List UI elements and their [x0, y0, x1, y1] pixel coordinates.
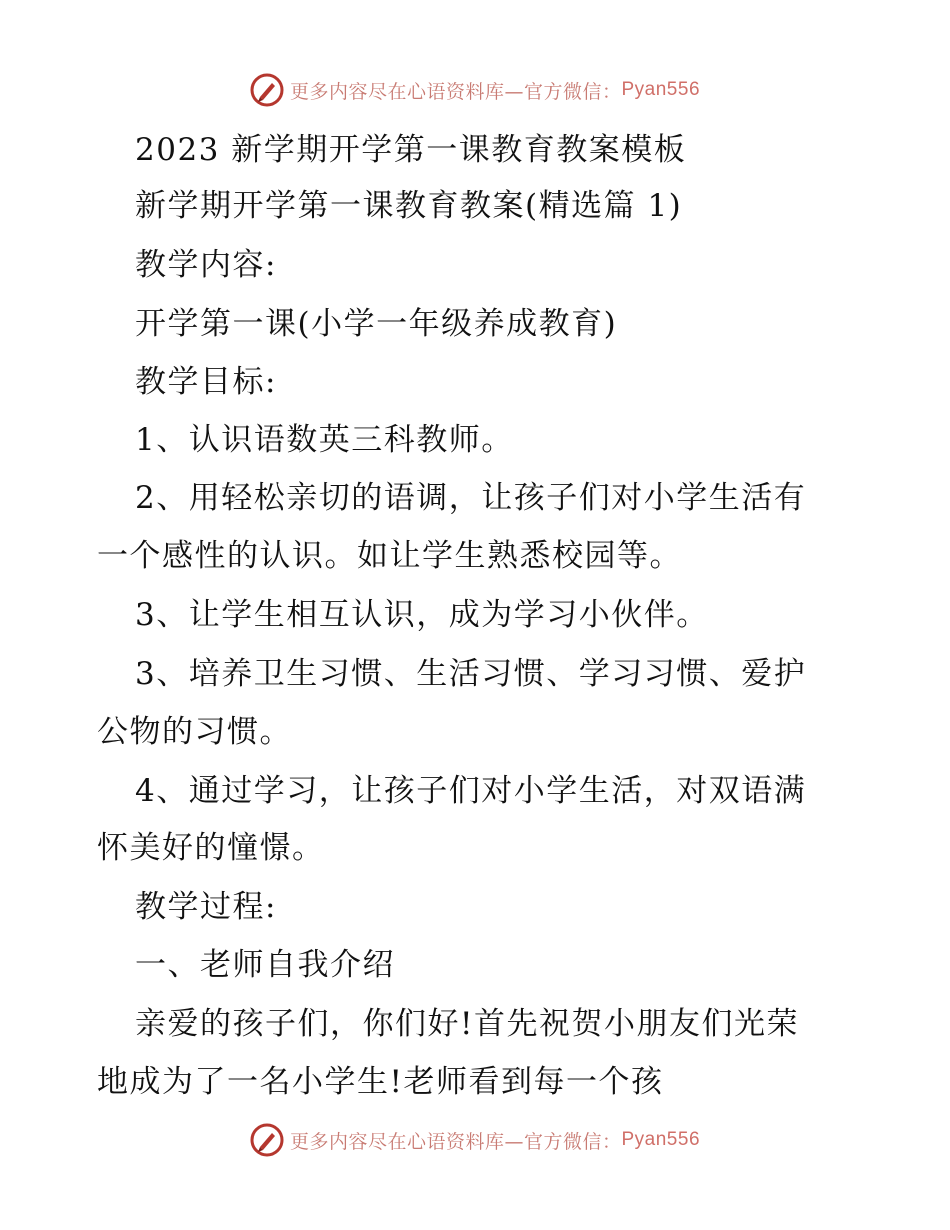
section-heading: 教学过程:	[135, 889, 277, 925]
list-item: 3、培养卫生习惯、生活习惯、学习习惯、爱护	[135, 656, 807, 692]
list-item-cont: 公物的习惯。	[97, 714, 292, 750]
header-banner	[0, 70, 950, 110]
list-item: 2、用轻松亲切的语调，让孩子们对小学生活有	[135, 480, 807, 516]
section-heading: 教学目标:	[135, 364, 277, 400]
paragraph: 亲爱的孩子们，你们好!首先祝贺小朋友们光荣	[135, 1006, 799, 1042]
banner-text: 更多内容尽在心语资料库—官方微信：	[289, 80, 622, 103]
list-item-cont: 怀美好的憧憬。	[97, 830, 325, 866]
doc-subtitle: 新学期开学第一课教育教案(精选篇 1)	[135, 188, 683, 224]
footer-banner	[0, 1120, 950, 1160]
list-item: 3、让学生相互认识，成为学习小伙伴。	[135, 597, 709, 633]
banner-wechat-id: Pyan556	[621, 79, 701, 100]
list-item: 1、认识语数英三科教师。	[135, 422, 514, 458]
doc-title: 2023 新学期开学第一课教育教案模板	[135, 132, 687, 168]
pen-logo-icon	[250, 73, 284, 107]
section-heading: 教学内容:	[135, 247, 277, 283]
paragraph: 开学第一课(小学一年级养成教育)	[135, 306, 618, 342]
subsection-heading: 一、老师自我介绍	[135, 947, 395, 983]
paragraph-cont: 地成为了一名小学生!老师看到每一个孩	[97, 1064, 664, 1100]
banner-text: 更多内容尽在心语资料库—官方微信：	[289, 1130, 622, 1153]
list-item-cont: 一个感性的认识。如让学生熟悉校园等。	[97, 538, 682, 574]
list-item: 4、通过学习，让孩子们对小学生活，对双语满	[135, 773, 807, 809]
pen-logo-icon	[250, 1123, 284, 1157]
banner-wechat-id: Pyan556	[621, 1129, 701, 1150]
